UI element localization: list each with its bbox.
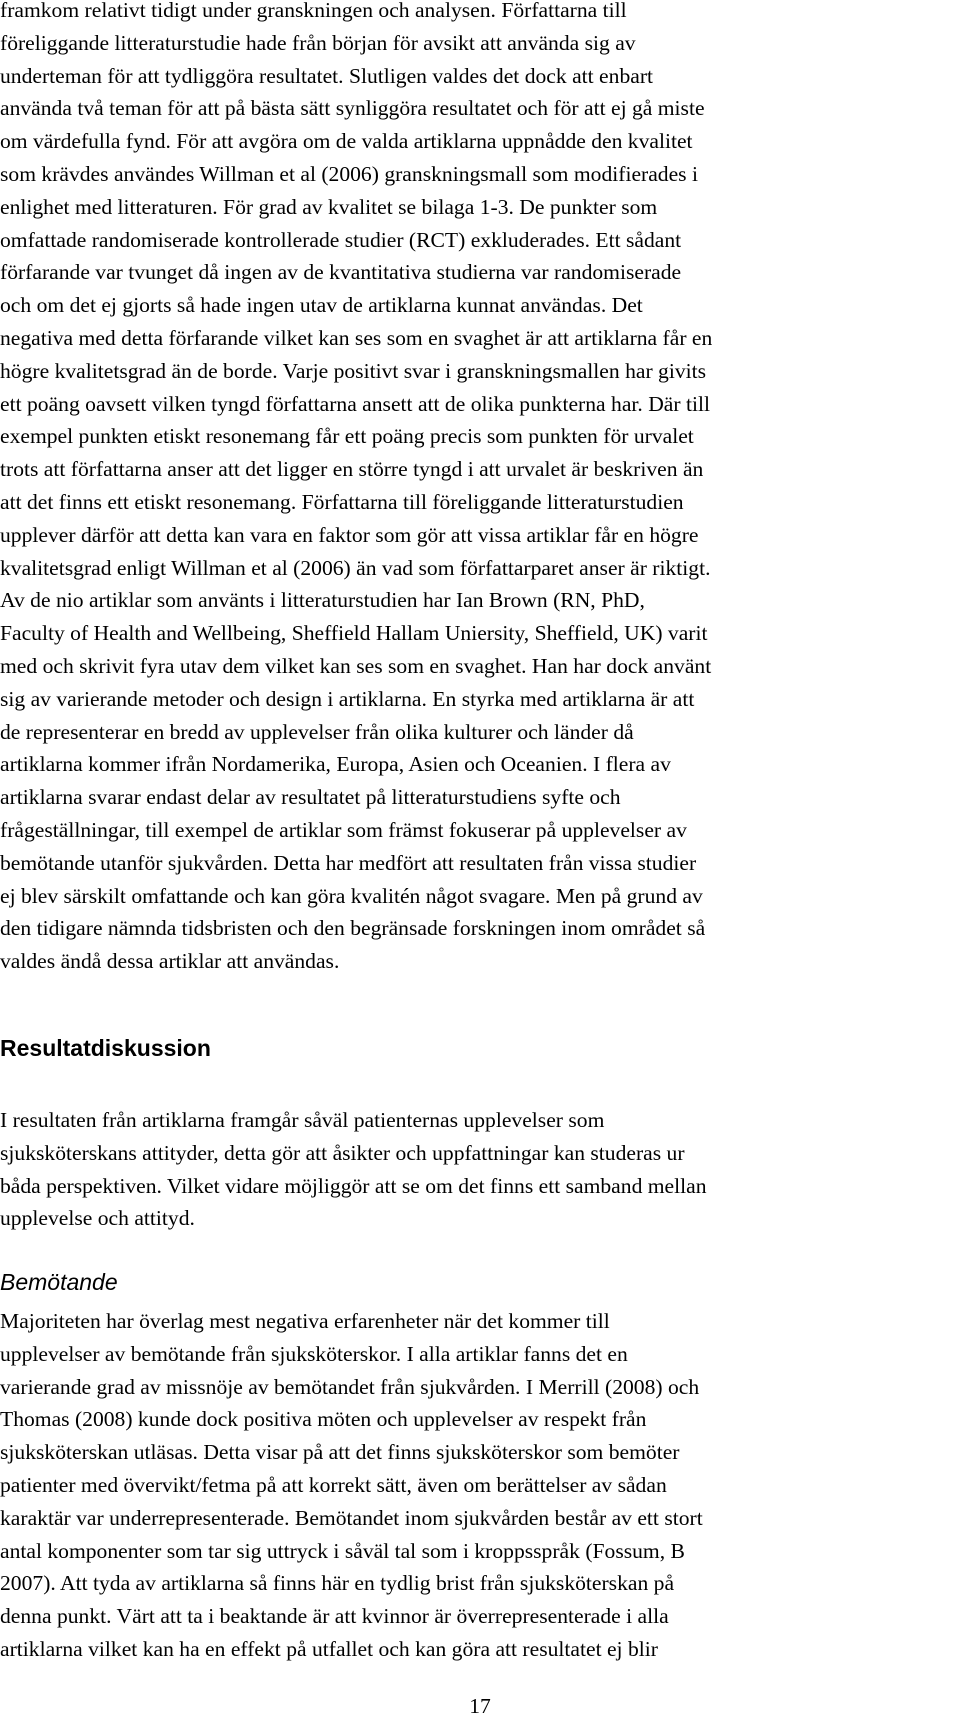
text-line: varierande grad av missnöje av bemötandet från sjukvården. I Merrill (2008) och (0, 1374, 700, 1399)
text-line: Faculty of Health and Wellbeing, Sheffield Hallam Uniersity, Sheffield, UK) varit (0, 621, 708, 646)
text-line: och om det ej gjorts så hade ingen utav de artiklarna kunnat användas. Det (0, 293, 643, 318)
text-line: högre kvalitetsgrad än de borde. Varje positivt svar i granskningsmallen har givits (0, 358, 707, 383)
text-line: föreliggande litteraturstudie hade från början för avsikt att använda sig av (0, 30, 636, 55)
paragraph-result-discussion (0, 1104, 956, 1235)
heading-resultatdiskussion: Resultatdiskussion (0, 1035, 211, 1061)
text-line: förfarande var tvunget då ingen av de kvantitativa studierna var randomiserade (0, 260, 682, 285)
text-line: omfattade randomiserade kontrollerade studier (RCT) exkluderades. Ett sådant (0, 227, 682, 252)
text-line: 2007). Att tyda av artiklarna så finns här en tydlig brist från sjuksköterskan på (0, 1571, 675, 1596)
text-line: med och skrivit fyra utav dem vilket kan ses som en svaghet. Han har dock använt (0, 653, 712, 678)
text-line: valdes ändå dessa artiklar att användas. (0, 949, 340, 974)
text-line: upplever därför att detta kan vara en faktor som gör att vissa artiklar får en högre (0, 522, 699, 547)
text-line: om värdefulla fynd. För att avgöra om de valda artiklarna uppnådde den kvalitet (0, 129, 693, 154)
text-line: exempel punkten etiskt resonemang får ett poäng precis som punkten för urvalet (0, 424, 694, 449)
text-line: kvalitetsgrad enligt Willman et al (2006) än vad som författarparet anser är riktigt. (0, 555, 711, 580)
text-line: använda två teman för att på bästa sätt synliggöra resultatet och för att ej gå miste (0, 96, 705, 121)
text-line: frågeställningar, till exempel de artiklar som främst fokuserar på upplevelser av (0, 817, 687, 842)
text-line: negativa med detta förfarande vilket kan ses som en svaghet är att artiklarna får en (0, 325, 713, 350)
text-line: framkom relativt tidigt under granskningen och analysen. Författarna till (0, 0, 627, 22)
text-line: artiklarna vilket kan ha en effekt på utfallet och kan göra att resultatet ej blir (0, 1636, 658, 1661)
text-line: I resultaten från artiklarna framgår såväl patienternas upplevelser som (0, 1108, 605, 1132)
text-line: trots att författarna anser att det ligger en större tyngd i att urvalet är beskriven än (0, 457, 704, 482)
page-number: 17 (469, 1694, 491, 1718)
text-line: denna punkt. Värt att ta i beaktande är att kvinnor är överrepresenterade i alla (0, 1604, 669, 1629)
text-line: sjuksköterskans attityder, detta gör att åsikter och uppfattningar kan studeras ur (0, 1140, 685, 1165)
text-line: antal komponenter som tar sig uttryck i såväl tal som i kroppsspråk (Fossum, B (0, 1538, 685, 1563)
text-line: att det finns ett etiskt resonemang. Författarna till föreliggande litteraturstudien (0, 489, 684, 514)
text-line: artiklarna svarar endast delar av resultatet på litteraturstudiens syfte och (0, 785, 621, 810)
paragraph-bemotande (0, 1305, 956, 1666)
text-line: Majoriteten har överlag mest negativa erfarenheter när det kommer till (0, 1309, 610, 1333)
text-line: båda perspektiven. Vilket vidare möjliggör att se om det finns ett samband mellan (0, 1173, 707, 1198)
text-line: bemötande utanför sjukvården. Detta har medfört att resultaten från vissa studier (0, 850, 697, 875)
text-line: Av de nio artiklar som använts i litteraturstudien har Ian Brown (RN, PhD, (0, 588, 645, 613)
text-line: patienter med övervikt/fetma på att korrekt sätt, även om berättelser av sådan (0, 1472, 667, 1497)
text-line: upplevelser av bemötande från sjuksköterskor. I alla artiklar fanns det en (0, 1341, 628, 1366)
text-line: artiklarna kommer ifrån Nordamerika, Europa, Asien och Oceanien. I flera av (0, 752, 671, 777)
text-line: karaktär var underrepresenterade. Bemötandet inom sjukvården består av ett stort (0, 1505, 703, 1530)
text-line: de representerar en bredd av upplevelser från olika kulturer och länder då (0, 719, 634, 744)
text-line: enlighet med litteraturen. För grad av kvalitet se bilaga 1-3. De punkter som (0, 194, 658, 219)
text-line: underteman för att tydliggöra resultatet. Slutligen valdes det dock att enbart (0, 63, 654, 88)
text-line: som krävdes användes Willman et al (2006) granskningsmall som modifierades i (0, 161, 698, 186)
text-line: upplevelse och attityd. (0, 1206, 195, 1231)
text-line: den tidigare nämnda tidsbristen och den begränsade forskningen inom området så (0, 916, 706, 941)
text-line: Thomas (2008) kunde dock positiva möten och upplevelser av respekt från (0, 1407, 647, 1432)
text-line: ett poäng oavsett vilken tyngd författarna ansett att de olika punkterna har. Där till (0, 391, 710, 416)
text-line: sig av varierande metoder och design i artiklarna. En styrka med artiklarna är att (0, 686, 695, 711)
subheading-bemotande: Bemötande (0, 1269, 118, 1295)
text-line: sjuksköterskan utläsas. Detta visar på att det finns sjuksköterskor som bemöter (0, 1440, 680, 1465)
text-line: ej blev särskilt omfattande och kan göra kvalitén något svagare. Men på grund av (0, 883, 703, 908)
